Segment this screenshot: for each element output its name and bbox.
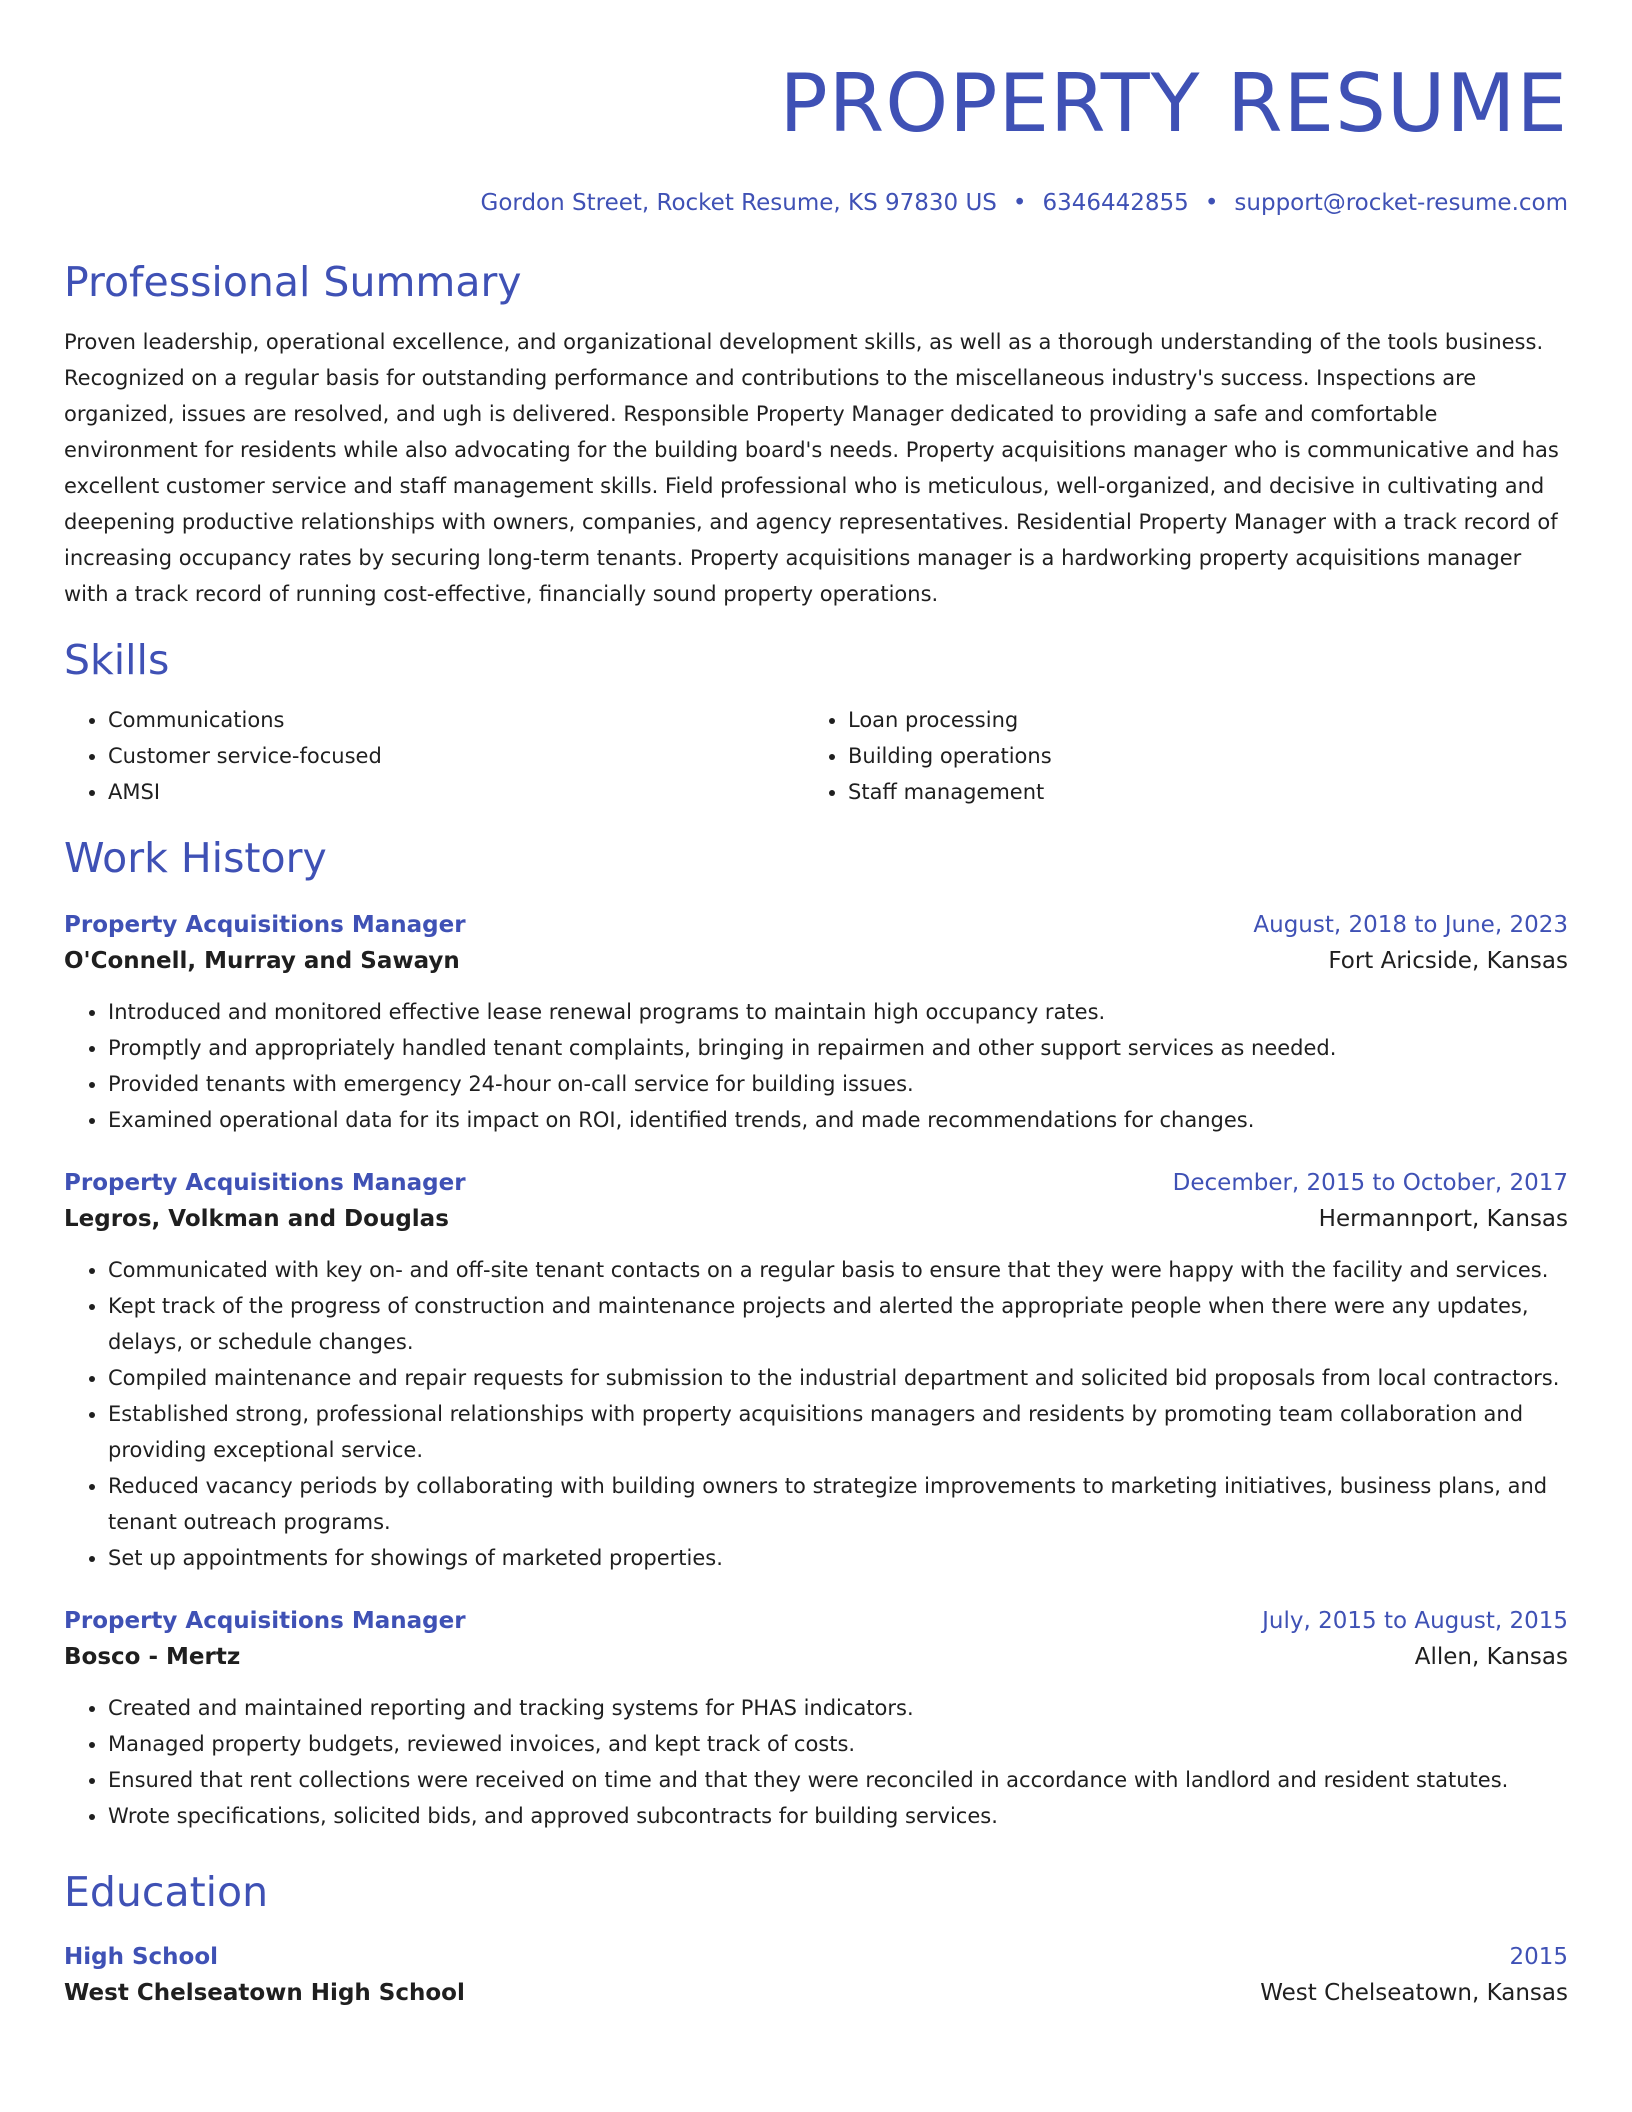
skill-item: • Customer service-focused	[108, 738, 804, 774]
education-entry	[64, 1940, 1568, 2012]
contact-email: support@rocket-resume.com	[1234, 190, 1568, 216]
education-title: Education	[64, 1868, 269, 1916]
skill-item: • Loan processing	[848, 702, 1544, 738]
job-location: Allen, Kansas	[1414, 1644, 1568, 1670]
job-bullet: • Provided tenants with emergency 24-hour on-call service for building issues.	[108, 1066, 1568, 1102]
job-location: Hermannport, Kansas	[1318, 1206, 1568, 1232]
contact-separator: •	[1012, 190, 1027, 216]
contact-line	[64, 188, 1568, 218]
contact-address: Gordon Street, Rocket Resume, KS 97830 US	[480, 190, 997, 216]
job-bullet: • Established strong, professional relationships with property acquisitions managers and residents by promoting team collaboration and providing exceptional service.	[108, 1396, 1568, 1468]
summary-title: Professional Summary	[64, 258, 522, 306]
job-bullets	[64, 994, 1568, 1138]
job-bullet: • Ensured that rent collections were received on time and that they were reconciled in accordance with landlord and resident statutes.	[108, 1762, 1568, 1798]
skills-section	[64, 634, 1568, 810]
job-location: Fort Aricside, Kansas	[1328, 948, 1568, 974]
education-degree: High School	[64, 1944, 219, 1970]
skill-item: • Communications	[108, 702, 804, 738]
skills-grid	[64, 702, 1568, 810]
job-dates: December, 2015 to October, 2017	[1172, 1170, 1568, 1196]
job-entry	[64, 1166, 1568, 1576]
job-bullets	[64, 1252, 1568, 1576]
resume-header	[64, 56, 1568, 218]
education-section	[64, 1866, 1568, 2012]
job-company: Legros, Volkman and Douglas	[64, 1206, 449, 1232]
contact-phone: 6346442855	[1042, 190, 1189, 216]
job-bullet: • Wrote specifications, solicited bids, and approved subcontracts for building services.	[108, 1798, 1568, 1834]
job-title: Property Acquisitions Manager	[64, 1170, 466, 1196]
summary-text: Proven leadership, operational excellence, and organizational development skills, as well as a thorough understanding of the tools business. Recognized on a regular basis for outstanding performance and contributions to the miscellaneous industry's success. Inspections are organized, issues are resolved, and ugh is delivered. Responsible Property Manager dedicated to providing a safe and comfortable environment for residents while also advocating for the building board's needs. Property acquisitions manager who is communicative and has excellent customer service and staff management skills. Field professional who is meticulous, well-organized, and decisive in cultivating and deepening productive relationships with owners, companies, and agency representatives. Residential Property Manager with a track record of increasing occupancy rates by securing long-term tenants. Property acquisitions manager is a hardworking property acquisitions manager with a track record of running cost-effective, financially sound property operations.	[64, 330, 1559, 606]
job-bullets	[64, 1690, 1568, 1834]
skill-item: • Staff management	[848, 774, 1544, 810]
work-history-section	[64, 832, 1568, 1834]
education-year: 2015	[1509, 1944, 1568, 1970]
job-bullet: • Communicated with key on- and off-site tenant contacts on a regular basis to ensure that they were happy with the facility and services.	[108, 1252, 1568, 1288]
resume-name: PROPERTY RESUME	[779, 57, 1568, 150]
job-entry	[64, 1604, 1568, 1834]
education-location: West Chelseatown, Kansas	[1260, 1980, 1568, 2006]
job-company: Bosco - Mertz	[64, 1644, 241, 1670]
job-bullet: • Kept track of the progress of construction and maintenance projects and alerted the appropriate people when there were any updates, delays, or schedule changes.	[108, 1288, 1568, 1360]
job-company: O'Connell, Murray and Sawayn	[64, 948, 460, 974]
job-bullet: • Examined operational data for its impact on ROI, identified trends, and made recommendations for changes.	[108, 1102, 1568, 1138]
job-bullet: • Compiled maintenance and repair requests for submission to the industrial department and solicited bid proposals from local contractors.	[108, 1360, 1568, 1396]
job-bullet: • Promptly and appropriately handled tenant complaints, bringing in repairmen and other support services as needed.	[108, 1030, 1568, 1066]
skills-column-left	[64, 702, 804, 810]
job-bullet: • Reduced vacancy periods by collaborating with building owners to strategize improvements to marketing initiatives, business plans, and tenant outreach programs.	[108, 1468, 1568, 1540]
job-bullet: • Created and maintained reporting and tracking systems for PHAS indicators.	[108, 1690, 1568, 1726]
contact-separator: •	[1204, 190, 1219, 216]
job-bullet: • Managed property budgets, reviewed invoices, and kept track of costs.	[108, 1726, 1568, 1762]
skill-item: • Building operations	[848, 738, 1544, 774]
job-title: Property Acquisitions Manager	[64, 912, 466, 938]
job-entry	[64, 908, 1568, 1138]
job-title: Property Acquisitions Manager	[64, 1608, 466, 1634]
skills-column-right	[804, 702, 1544, 810]
education-school: West Chelseatown High School	[64, 1980, 465, 2006]
job-bullet: • Introduced and monitored effective lease renewal programs to maintain high occupancy rates.	[108, 994, 1568, 1030]
work-history-title: Work History	[64, 834, 327, 882]
job-bullet: • Set up appointments for showings of marketed properties.	[108, 1540, 1568, 1576]
job-dates: August, 2018 to June, 2023	[1253, 912, 1568, 938]
job-dates: July, 2015 to August, 2015	[1262, 1608, 1568, 1634]
summary-section	[64, 256, 1568, 612]
skill-item: • AMSI	[108, 774, 804, 810]
skills-title: Skills	[64, 636, 170, 684]
